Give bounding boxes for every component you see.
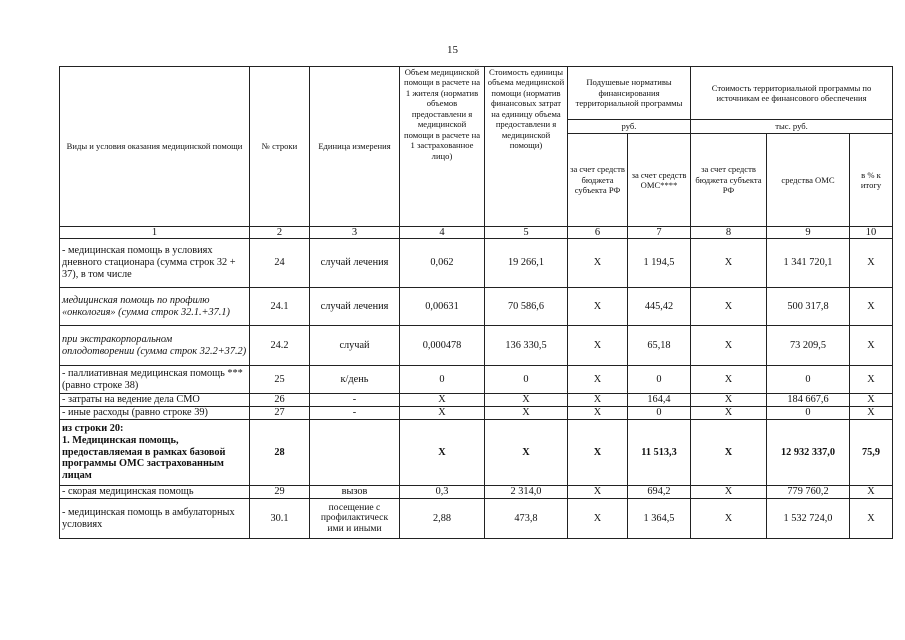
column-number: 10 xyxy=(850,227,893,239)
row-unit-cost: 136 330,5 xyxy=(485,326,568,366)
header-line-number: № строки xyxy=(250,67,310,227)
row-tc-budget: X xyxy=(691,486,767,499)
row-volume: 0,062 xyxy=(400,239,485,288)
row-tc-oms: 12 932 337,0 xyxy=(767,420,850,486)
row-unit-cost: 19 266,1 xyxy=(485,239,568,288)
row-percent: X xyxy=(850,288,893,326)
table-row xyxy=(60,394,893,407)
program-cost-table-wrapper xyxy=(59,66,893,539)
row-tc-oms: 73 209,5 xyxy=(767,326,850,366)
header-thousand-rub-unit: тыс. руб. xyxy=(691,120,893,134)
row-pc-oms: 1 194,5 xyxy=(628,239,691,288)
row-pc-oms: 65,18 xyxy=(628,326,691,366)
row-tc-oms: 184 667,6 xyxy=(767,394,850,407)
column-number: 9 xyxy=(767,227,850,239)
row-unit: - xyxy=(310,407,400,420)
row-pc-oms: 1 364,5 xyxy=(628,499,691,539)
table-row xyxy=(60,239,893,288)
row-pc-oms: 0 xyxy=(628,407,691,420)
row-unit-cost: X xyxy=(485,420,568,486)
column-number: 8 xyxy=(691,227,767,239)
table-row xyxy=(60,499,893,539)
row-volume: X xyxy=(400,420,485,486)
row-tc-budget: X xyxy=(691,288,767,326)
row-tc-oms: 500 317,8 xyxy=(767,288,850,326)
row-unit-cost: 473,8 xyxy=(485,499,568,539)
row-percent: X xyxy=(850,366,893,394)
table-row xyxy=(60,486,893,499)
row-unit: случай лечения xyxy=(310,239,400,288)
row-volume: X xyxy=(400,394,485,407)
row-name: - скорая медицинская помощь xyxy=(60,486,250,499)
row-unit-cost: 2 314,0 xyxy=(485,486,568,499)
row-name: - затраты на ведение дела СМО xyxy=(60,394,250,407)
row-pc-budget: X xyxy=(568,366,628,394)
header-volume: Объем медицинской помощи в расчете на 1 жителя (норматив объемов предоставлени я медицинской помощи в расчете на 1 застрахованное лицо) xyxy=(400,67,485,227)
page-number: 15 xyxy=(447,44,458,56)
header-unit: Единица измерения xyxy=(310,67,400,227)
row-tc-budget: X xyxy=(691,499,767,539)
row-name: медицинская помощь по профилю «онкология» (сумма строк 32.1.+37.1) xyxy=(60,288,250,326)
row-line-number: 24.1 xyxy=(250,288,310,326)
row-unit: посещение с профилактическ ими и иными xyxy=(310,499,400,539)
row-volume: 0,3 xyxy=(400,486,485,499)
row-pc-budget: X xyxy=(568,420,628,486)
row-line-number: 28 xyxy=(250,420,310,486)
header-tc-oms: средства ОМС xyxy=(767,134,850,227)
row-percent: X xyxy=(850,499,893,539)
row-percent: X xyxy=(850,394,893,407)
row-unit xyxy=(310,420,400,486)
row-volume: 0,000478 xyxy=(400,326,485,366)
row-tc-oms: 779 760,2 xyxy=(767,486,850,499)
row-unit: случай xyxy=(310,326,400,366)
column-number-row xyxy=(60,227,893,239)
row-tc-budget: X xyxy=(691,394,767,407)
row-name: при экстракорпоральном оплодотворении (сумма строк 32.2+37.2) xyxy=(60,326,250,366)
row-volume: X xyxy=(400,407,485,420)
row-tc-budget: X xyxy=(691,366,767,394)
row-line-number: 29 xyxy=(250,486,310,499)
header-program-cost: Стоимость территориальной программы по источникам ее финансового обеспечения xyxy=(691,67,893,120)
row-line-number: 30.1 xyxy=(250,499,310,539)
row-volume: 2,88 xyxy=(400,499,485,539)
row-tc-oms: 0 xyxy=(767,366,850,394)
row-line-number: 26 xyxy=(250,394,310,407)
row-name: - паллиативная медицинская помощь *** (равно строке 38) xyxy=(60,366,250,394)
column-number: 3 xyxy=(310,227,400,239)
header-pc-oms: за счет средств ОМС**** xyxy=(628,134,691,227)
row-tc-budget: X xyxy=(691,326,767,366)
row-pc-oms: 445,42 xyxy=(628,288,691,326)
header-service-type: Виды и условия оказания медицинской помощи xyxy=(60,67,250,227)
row-unit: - xyxy=(310,394,400,407)
row-pc-budget: X xyxy=(568,499,628,539)
row-volume: 0 xyxy=(400,366,485,394)
header-per-capita-norms: Подушевые нормативы финансирования территориальной программы xyxy=(568,67,691,120)
row-tc-budget: X xyxy=(691,239,767,288)
row-name: из строки 20: 1. Медицинская помощь, предоставляемая в рамках базовой программы ОМС застрахованным лицам xyxy=(60,420,250,486)
row-tc-oms: 0 xyxy=(767,407,850,420)
column-number: 1 xyxy=(60,227,250,239)
row-percent: X xyxy=(850,486,893,499)
row-volume: 0,00631 xyxy=(400,288,485,326)
row-pc-oms: 694,2 xyxy=(628,486,691,499)
row-percent: X xyxy=(850,407,893,420)
row-unit-cost: X xyxy=(485,394,568,407)
row-percent: X xyxy=(850,326,893,366)
table-row xyxy=(60,326,893,366)
row-name: - медицинская помощь в условиях дневного стационара (сумма строк 32 + 37), в том числе xyxy=(60,239,250,288)
header-rub-unit: руб. xyxy=(568,120,691,134)
row-pc-oms: 11 513,3 xyxy=(628,420,691,486)
row-line-number: 25 xyxy=(250,366,310,394)
row-pc-oms: 0 xyxy=(628,366,691,394)
table-row xyxy=(60,420,893,486)
row-name: - медицинская помощь в амбулаторных условиях xyxy=(60,499,250,539)
column-number: 2 xyxy=(250,227,310,239)
header-unit-cost: Стоимость единицы объема медицинской помощи (норматив финансовых затрат на единицу объема предоставлени я медицинской помощи) xyxy=(485,67,568,227)
row-pc-budget: X xyxy=(568,486,628,499)
row-line-number: 27 xyxy=(250,407,310,420)
program-cost-table xyxy=(59,66,893,539)
row-percent: X xyxy=(850,239,893,288)
column-number: 7 xyxy=(628,227,691,239)
row-tc-oms: 1 532 724,0 xyxy=(767,499,850,539)
row-line-number: 24 xyxy=(250,239,310,288)
row-unit-cost: 70 586,6 xyxy=(485,288,568,326)
table-row xyxy=(60,366,893,394)
row-pc-budget: X xyxy=(568,407,628,420)
table-row xyxy=(60,407,893,420)
row-tc-budget: X xyxy=(691,420,767,486)
row-pc-oms: 164,4 xyxy=(628,394,691,407)
row-pc-budget: X xyxy=(568,239,628,288)
row-percent: 75,9 xyxy=(850,420,893,486)
column-number: 6 xyxy=(568,227,628,239)
row-unit: вызов xyxy=(310,486,400,499)
row-pc-budget: X xyxy=(568,288,628,326)
column-number: 4 xyxy=(400,227,485,239)
header-pc-budget: за счет средств бюджета субъекта РФ xyxy=(568,134,628,227)
row-line-number: 24.2 xyxy=(250,326,310,366)
column-number: 5 xyxy=(485,227,568,239)
row-tc-budget: X xyxy=(691,407,767,420)
row-unit-cost: X xyxy=(485,407,568,420)
header-tc-budget: за счет средств бюджета субъекта РФ xyxy=(691,134,767,227)
row-name: - иные расходы (равно строке 39) xyxy=(60,407,250,420)
row-pc-budget: X xyxy=(568,394,628,407)
header-percent: в % к итогу xyxy=(850,134,893,227)
row-unit: случай лечения xyxy=(310,288,400,326)
table-row xyxy=(60,288,893,326)
row-unit: к/день xyxy=(310,366,400,394)
row-unit-cost: 0 xyxy=(485,366,568,394)
row-pc-budget: X xyxy=(568,326,628,366)
row-tc-oms: 1 341 720,1 xyxy=(767,239,850,288)
